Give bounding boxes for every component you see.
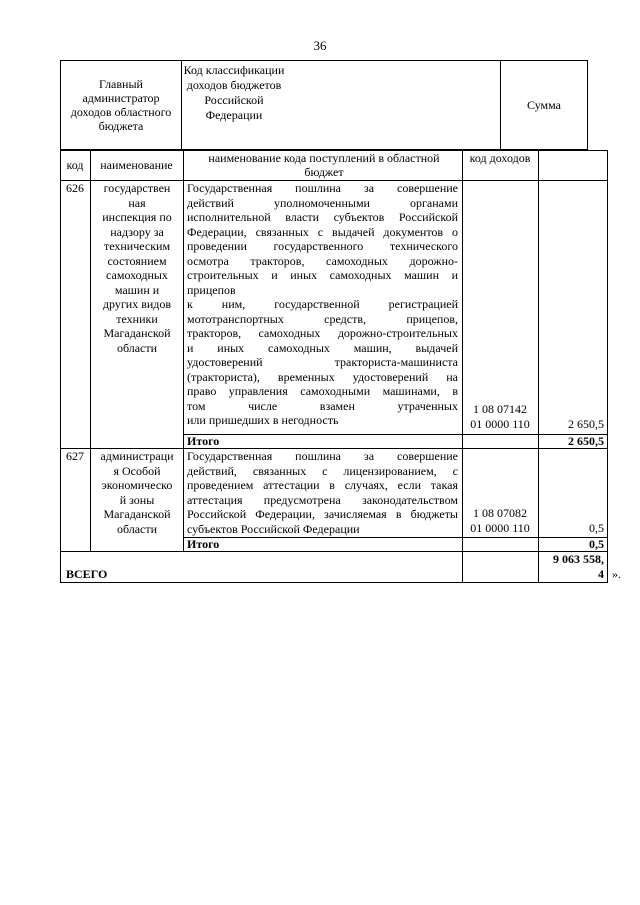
col-header-income-name: наименование кода поступлений в областной бюджет <box>208 151 440 179</box>
description-line: мототранспортных средств, прицепов, <box>187 311 458 326</box>
description-line: удостоверений тракториста-машиниста <box>187 355 458 369</box>
col-header-name: наименование <box>100 158 173 172</box>
col-header-income-code: код доходов <box>469 151 531 165</box>
description-line: тракторов, самоходных дорожно-строительных <box>187 326 458 340</box>
header-admin-group <box>60 60 182 150</box>
header-sum-text: Сумма <box>527 98 561 112</box>
row-626-total-amount: 2 650,5 <box>568 434 604 448</box>
description-line: аттестация предусмотрена законодательством <box>187 492 458 507</box>
description-line: прицепов <box>187 282 236 297</box>
row-626-description <box>187 181 458 428</box>
description-line: Государственная пошлина за совершение <box>187 449 458 463</box>
row-626-amount: 2 650,5 <box>568 417 604 431</box>
description-line: строительных и иных самоходных машин и <box>187 268 458 282</box>
description-line: осмотра тракторов, самоходных дорожно- <box>187 253 458 268</box>
description-line: к ним, государственной регистрацией <box>187 297 458 311</box>
description-line: действий уполномоченными органами <box>187 195 458 210</box>
row-626-admin: государствен ная инспекция по надзору за техническим состоянием самоходных машин и других видов техники Магаданской области <box>102 181 172 355</box>
row-627-total-label: Итого <box>187 537 220 551</box>
row-627-total-amount: 0,5 <box>589 537 604 551</box>
description-line: (тракториста), временных удостоверений на <box>187 369 458 384</box>
description-line: право управления самоходными машинами, в <box>187 384 458 398</box>
row-626-income-code: 1 08 07142 01 0000 110 <box>470 402 530 431</box>
description-line: проведении государственного технического <box>187 239 458 253</box>
header-classification-group <box>181 60 501 150</box>
grand-total-amount: 9 063 558, 4 <box>553 552 604 581</box>
header-admin-group-text: Главный администратор доходов областного бюджета <box>70 77 172 133</box>
description-line: и иных самоходных машин, выдачей <box>187 340 458 355</box>
grand-total-label: ВСЕГО <box>66 567 108 581</box>
row-627-code: 627 <box>66 449 84 463</box>
description-line: исполнительной власти субъектов Российской <box>187 210 458 224</box>
row-627-amount: 0,5 <box>589 521 604 535</box>
description-line: том числе взамен утраченных <box>187 398 458 413</box>
description-line: субъектов Российской Федерации <box>187 521 360 536</box>
description-line: Государственная пошлина за совершение <box>187 181 458 195</box>
closing-mark: ». <box>612 567 621 581</box>
description-line: или пришедших в негодность <box>187 413 339 427</box>
row-626-code: 626 <box>66 181 84 195</box>
description-line: Российской Федерации, зачисляемая в бюджеты <box>187 507 458 521</box>
col-header-code: код <box>66 158 84 172</box>
description-line: действий, связанных с лицензированием, с <box>187 463 458 478</box>
description-line: Федерации, связанных с выдачей документов о <box>187 224 458 239</box>
header-classification-text: Код классификации доходов бюджетов Российской Федерации <box>183 63 285 122</box>
header-sum <box>500 60 588 150</box>
row-626-total-label: Итого <box>187 434 220 448</box>
row-627-description <box>187 449 458 536</box>
page-number: 36 <box>313 38 327 53</box>
row-627-income-code: 1 08 07082 01 0000 110 <box>470 506 530 535</box>
description-line: проведением аттестации в случаях, если такая <box>187 478 458 492</box>
row-627-admin: администраци я Особой экономическо й зоны Магаданской области <box>100 449 174 536</box>
